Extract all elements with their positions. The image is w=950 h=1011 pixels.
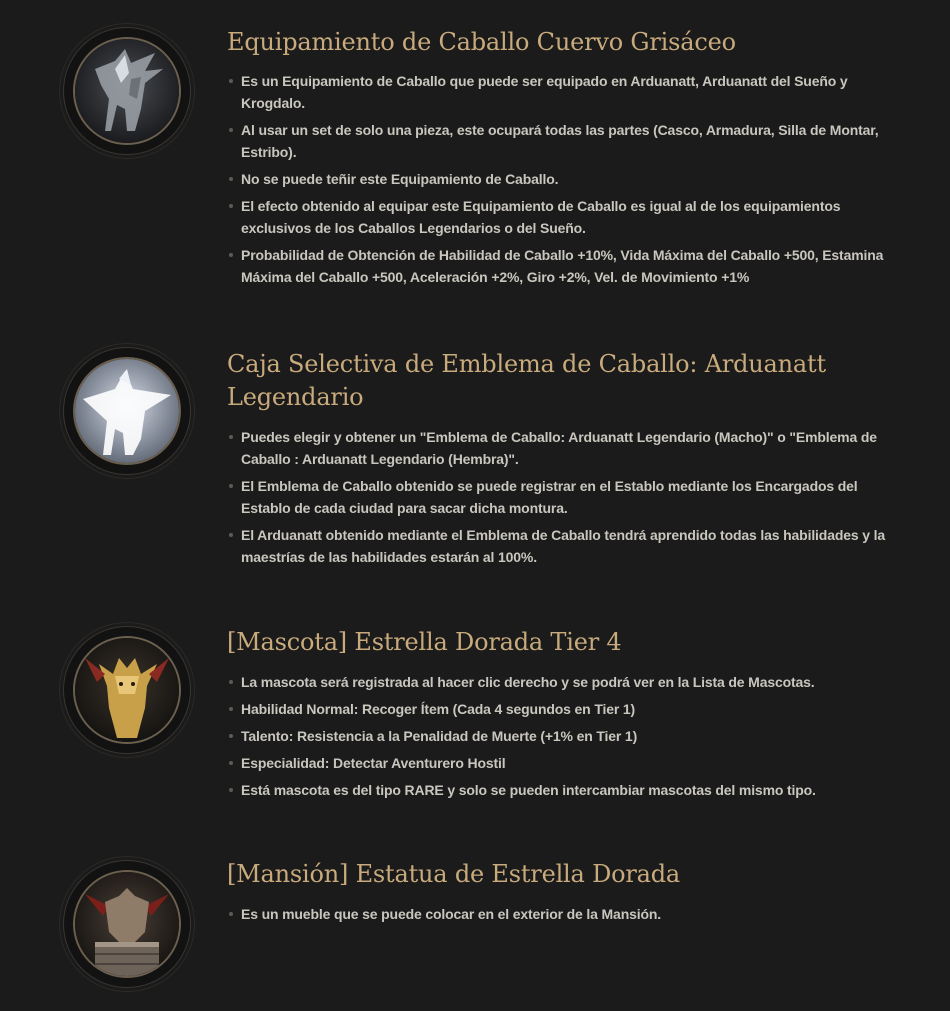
item-thumbnail — [63, 347, 191, 475]
list-item: La mascota será registrada al hacer clic derecho y se podrá ver en la Lista de Mascotas. — [227, 671, 887, 693]
list-item: Al usar un set de solo una pieza, este ocupará todas las partes (Casco, Armadura, Silla de Montar, Estribo). — [227, 119, 887, 163]
armored-gray-raven-horse-icon — [73, 37, 181, 145]
white-pegasus-emblem-icon — [73, 357, 181, 465]
item-thumbnail — [63, 27, 191, 155]
list-item: El Emblema de Caballo obtenido se puede registrar en el Establo mediante los Encargados del Establo de cada ciudad para sacar dicha montura. — [227, 475, 887, 519]
item-title: Caja Selectiva de Emblema de Caballo: Arduanatt Legendario — [227, 350, 826, 411]
item-description-list — [227, 426, 887, 573]
item-title: [Mansión] Estatua de Estrella Dorada — [227, 860, 681, 888]
item-description-list — [227, 903, 887, 930]
golden-star-pet-icon — [73, 636, 181, 744]
item-description-list — [227, 70, 887, 293]
item-title: [Mascota] Estrella Dorada Tier 4 — [227, 628, 622, 656]
item-thumbnail — [63, 626, 191, 754]
list-item: Puedes elegir y obtener un "Emblema de Caballo: Arduanatt Legendario (Macho)" o "Emblema de Caballo : Arduanatt Legendario (Hembra)". — [227, 426, 887, 470]
list-item: El efecto obtenido al equipar este Equipamiento de Caballo es igual al de los equipamientos exclusivos de los Caballos Legendarios o del Sueño. — [227, 195, 887, 239]
list-item: No se puede teñir este Equipamiento de Caballo. — [227, 168, 887, 190]
item-description-list — [227, 671, 887, 806]
list-item: El Arduanatt obtenido mediante el Emblema de Caballo tendrá aprendido todas las habilidades y la maestrías de las habilidades estarán al 100%. — [227, 524, 887, 568]
list-item: Especialidad: Detectar Aventurero Hostil — [227, 752, 887, 774]
list-item: Habilidad Normal: Recoger Ítem (Cada 4 segundos en Tier 1) — [227, 698, 887, 720]
list-item: Talento: Resistencia a la Penalidad de Muerte (+1% en Tier 1) — [227, 725, 887, 747]
list-item: Es un Equipamiento de Caballo que puede ser equipado en Arduanatt, Arduanatt del Sueño y Krogdalo. — [227, 70, 887, 114]
list-item: Probabilidad de Obtención de Habilidad de Caballo +10%, Vida Máxima del Caballo +500, Estamina Máxima del Caballo +500, Aceleración +2%, Giro +2%, Vel. de Movimiento +1% — [227, 244, 887, 288]
golden-star-statue-icon — [73, 870, 181, 978]
item-thumbnail — [63, 860, 191, 988]
list-item: Está mascota es del tipo RARE y solo se pueden intercambiar mascotas del mismo tipo. — [227, 779, 887, 801]
list-item: Es un mueble que se puede colocar en el exterior de la Mansión. — [227, 903, 887, 925]
item-title: Equipamiento de Caballo Cuervo Grisáceo — [227, 28, 736, 56]
